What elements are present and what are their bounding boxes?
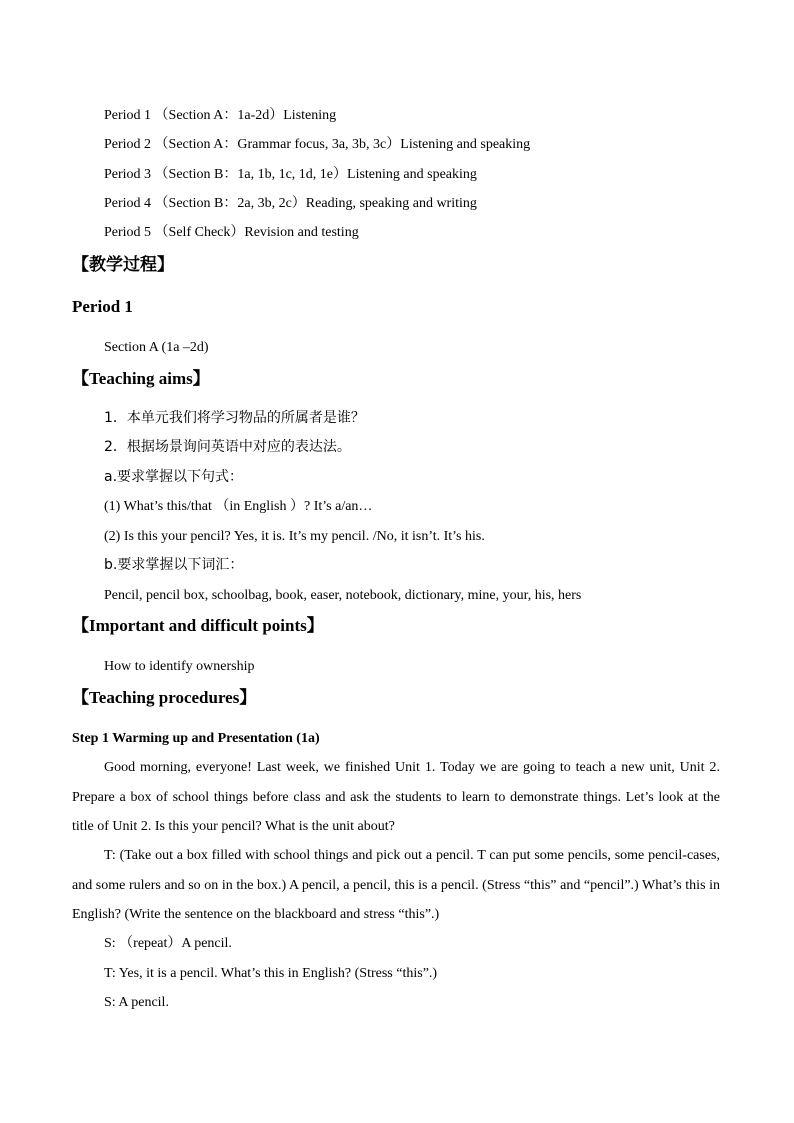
sentence-pattern-1: (1) What’s this/that （in English ）? It’s a/an… xyxy=(104,499,373,514)
heading-teaching-process: 【教学过程】 xyxy=(72,255,174,275)
period-4-line: Period 4 （Section B：2a, 3b, 2c）Reading, speaking and writing xyxy=(104,196,477,211)
section-line: Section A (1a –2d) xyxy=(104,340,209,355)
step-1-title: Step 1 Warming up and Presentation (1a) xyxy=(72,731,320,746)
paragraph-intro: Good morning, everyone! Last week, we finished Unit 1. Today we are going to teach a new unit, Unit 2. Prepare a box of school things before class and ask the students to learn to demonstrate things. Let’s look at the title of Unit 2. Is this your pencil? What is the unit about? xyxy=(72,760,720,834)
heading-teaching-procedures: 【Teaching procedures】 xyxy=(72,688,257,707)
aim-b-label: b.要求掌握以下词汇： xyxy=(104,557,244,573)
period-title: Period 1 xyxy=(72,297,133,316)
period-5-line: Period 5 （Self Check）Revision and testing xyxy=(104,225,359,240)
teacher-question-2: T: Yes, it is a pencil. What’s this in English? (Stress “this”.) xyxy=(104,966,438,981)
paragraph-teacher-demo: T: (Take out a box filled with school things and pick out a pencil. T can put some pencils, some pencil-cases, and some rulers and so on in the box.) A pencil, a pencil, this is a pencil. (Stress “this” and “pencil”.) What’s this in English? (Write the sentence on the blackboard and stress “this”.) xyxy=(72,848,720,922)
aim-1: 1．本单元我们将学习物品的所属者是谁？ xyxy=(104,410,365,426)
sentence-pattern-2: (2) Is this your pencil? Yes, it is. It’s my pencil. /No, it isn’t. It’s his. xyxy=(104,529,485,544)
period-3-line: Period 3 （Section B：1a, 1b, 1c, 1d, 1e）Listening and speaking xyxy=(104,167,477,182)
aim-2: 2．根据场景询问英语中对应的表达法。 xyxy=(104,439,351,455)
aim-a-label: a.要求掌握以下句式： xyxy=(104,469,244,485)
heading-teaching-aims: 【Teaching aims】 xyxy=(72,369,210,388)
vocabulary-line: Pencil, pencil box, schoolbag, book, easer, notebook, dictionary, mine, your, his, hers xyxy=(104,588,582,603)
heading-important-points: 【Important and difficult points】 xyxy=(72,616,324,635)
points-text: How to identify ownership xyxy=(104,659,255,674)
period-1-line: Period 1 （Section A：1a-2d）Listening xyxy=(104,108,337,123)
student-response-2: S: A pencil. xyxy=(104,995,169,1010)
student-response-1: S: （repeat）A pencil. xyxy=(104,936,232,951)
period-2-line: Period 2 （Section A：Grammar focus, 3a, 3b, 3c）Listening and speaking xyxy=(104,137,531,152)
